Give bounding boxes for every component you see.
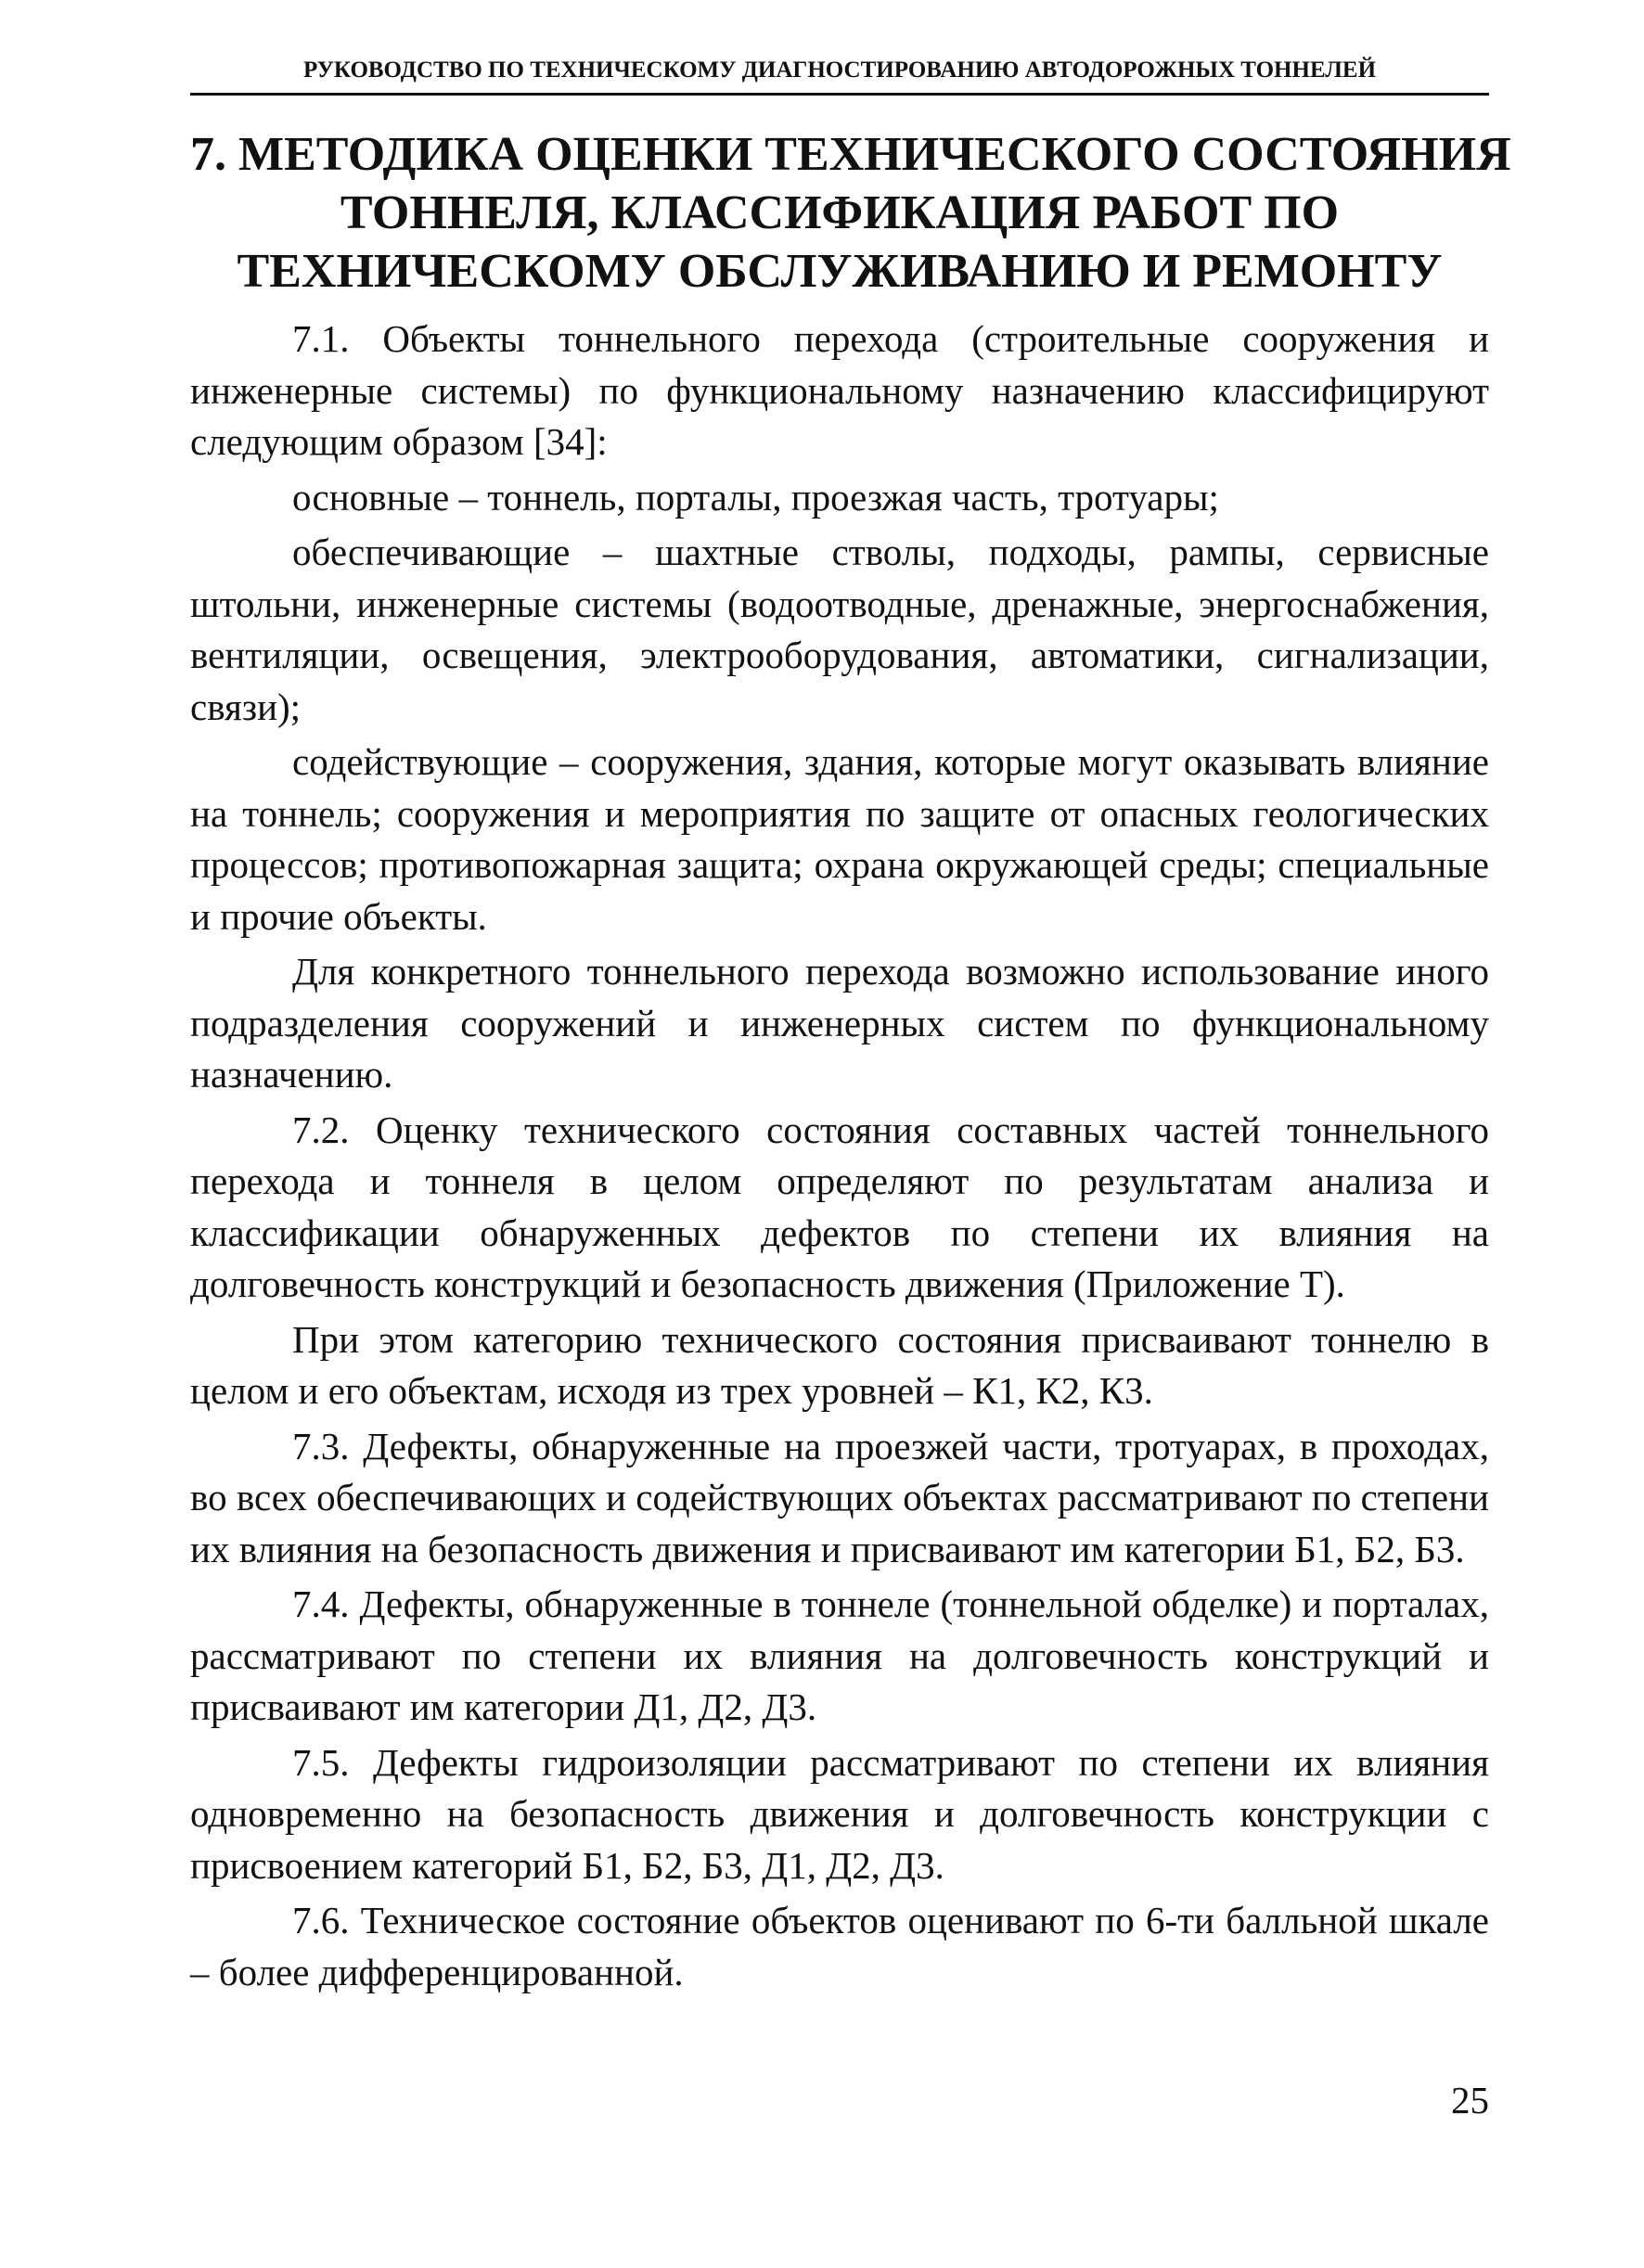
paragraph-assisting-objects: содействующие – сооружения, здания, которые могут оказывать влияние на тоннель; сооружения и мероприятия по защите от опасных геологических процессов; противопожарная защита; охрана окружающей среды; специальные и прочие объекты. <box>190 740 1489 938</box>
paragraph-supporting-objects: обеспечивающие – шахтные стволы, подходы, рампы, сервисные штольни, инженерные системы (водоотводные, дренажные, энергоснабжения, вентиляции, освещения, электрооборудования, автоматики, сигнализации, связи); <box>190 531 1489 728</box>
paragraph-7-3: 7.3. Дефекты, обнаруженные на проезжей части, тротуарах, в проходах, во всех обеспечивающих и содействующих объектах рассматривают по степени их влияния на безопасность движения и присваивают им категории Б1, Б2, Б3. <box>190 1424 1489 1570</box>
chapter-title-line-1: 7. МЕТОДИКА ОЦЕНКИ ТЕХНИЧЕСКОГО СОСТОЯНИЯ <box>190 128 1511 181</box>
header-divider <box>190 93 1489 96</box>
body-text <box>190 314 1489 2002</box>
paragraph-alternative-division: Для конкретного тоннельного перехода возможно использование иного подразделения сооружений и инженерных систем по функциональному назначению. <box>190 950 1489 1096</box>
chapter-title-line-3: ТЕХНИЧЕСКОМУ ОБСЛУЖИВАНИЮ И РЕМОНТУ <box>237 245 1443 298</box>
chapter-title <box>190 125 1511 301</box>
paragraph-7-4: 7.4. Дефекты, обнаруженные в тоннеле (тоннельной обделке) и порталах, рассматривают по степени их влияния на долговечность конструкций и присваивают им категории Д1, Д2, Д3. <box>190 1582 1489 1728</box>
page-number: 25 <box>1451 2079 1489 2121</box>
paragraph-7-2: 7.2. Оценку технического состояния составных частей тоннельного перехода и тоннеля в целом определяют по результатам анализа и классификации обнаруженных дефектов по степени их влияния на долговечность конструкций и безопасность движения (Приложение Т). <box>190 1108 1489 1305</box>
paragraph-main-objects: основные – тоннель, порталы, проезжая часть, тротуары; <box>292 475 1219 519</box>
chapter-title-line-2: ТОННЕЛЯ, КЛАССИФИКАЦИЯ РАБОТ ПО <box>340 186 1340 239</box>
paragraph-condition-levels: При этом категорию технического состояния присваивают тоннелю в целом и его объектам, исходя из трех уровней – К1, К2, К3. <box>190 1317 1489 1412</box>
paragraph-7-1: 7.1. Объекты тоннельного перехода (строительные сооружения и инженерные системы) по функциональному назначению классифицируют следующим образом [34]: <box>190 317 1489 463</box>
running-header: РУКОВОДСТВО ПО ТЕХНИЧЕСКОМУ ДИАГНОСТИРОВАНИЮ АВТОДОРОЖНЫХ ТОННЕЛЕЙ <box>302 58 1377 83</box>
paragraph-7-5: 7.5. Дефекты гидроизоляции рассматривают по степени их влияния одновременно на безопасность движения и долговечность конструкции с присвоением категорий Б1, Б2, Б3, Д1, Д2, Д3. <box>190 1740 1489 1887</box>
paragraph-7-6: 7.6. Техническое состояние объектов оценивают по 6-ти балльной шкале – более дифференцированной. <box>190 1899 1489 1993</box>
